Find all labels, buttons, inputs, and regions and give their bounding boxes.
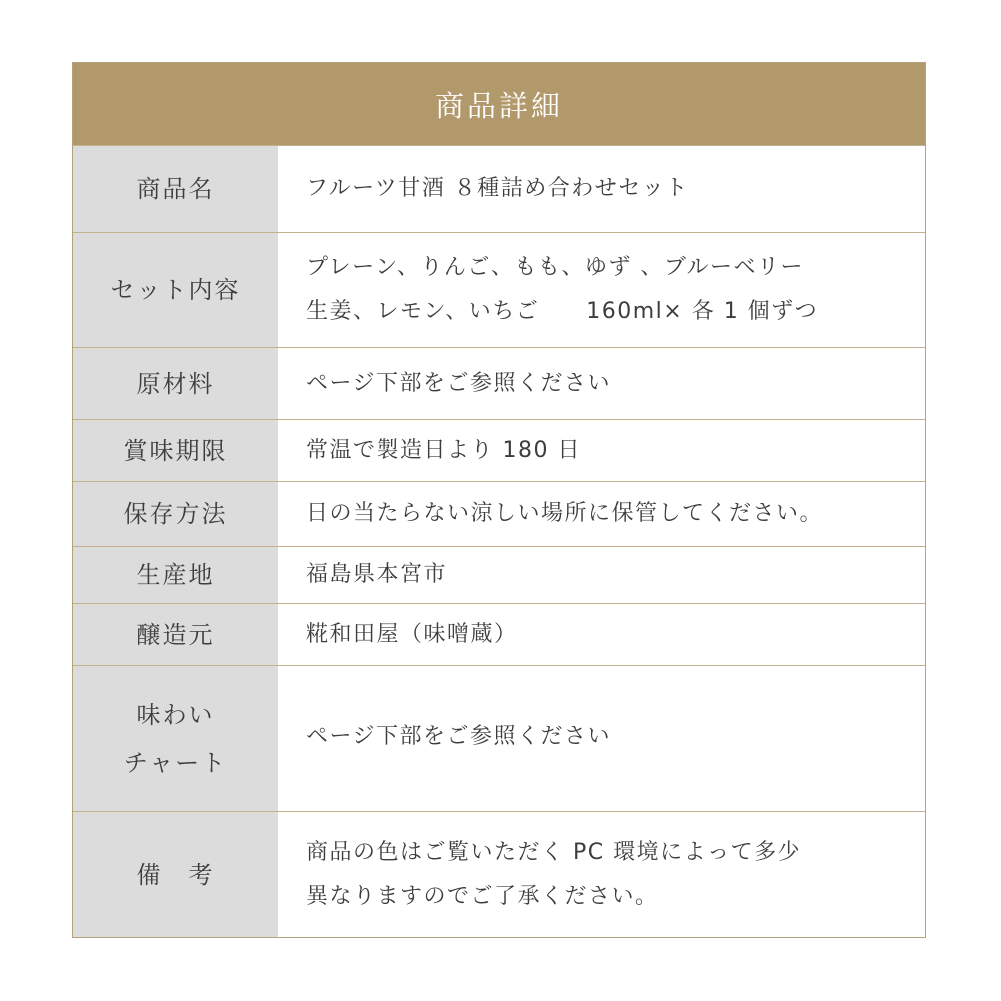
table-row-notes <box>73 811 925 937</box>
row-value: プレーン、りんご、もも、ゆず 、ブルーベリー 生姜、レモン、いちご 160ml× 各 1 個ずつ <box>306 255 819 324</box>
row-value: 福島県本宮市 <box>306 562 448 587</box>
row-value: ページ下部をご参照ください <box>306 370 612 396</box>
table-row-product-name <box>73 145 925 232</box>
table-row-taste-chart <box>73 665 925 811</box>
row-value: 商品の色はご覧いただく PC 環境によって多少 異なりますのでご了承ください。 <box>306 839 802 909</box>
row-label: 商品名 <box>73 146 278 232</box>
row-label: 賞味期限 <box>73 420 278 481</box>
row-label: 保存方法 <box>73 482 278 546</box>
row-label: 味わい チャート <box>73 666 278 811</box>
row-label: 醸造元 <box>73 604 278 665</box>
table-row-origin <box>73 546 925 603</box>
row-value: 糀和田屋（味噌蔵） <box>306 621 518 647</box>
row-value: 常温で製造日より 180 日 <box>306 437 581 463</box>
table-row-best-before <box>73 419 925 481</box>
row-label: 原材料 <box>73 348 278 419</box>
table-title: 商品詳細 <box>434 88 563 123</box>
table-header <box>73 63 925 145</box>
product-details-table <box>72 62 926 938</box>
table-row-storage <box>73 481 925 546</box>
row-value: 日の当たらない涼しい場所に保管してください。 <box>306 501 824 526</box>
row-label: 生産地 <box>73 547 278 603</box>
table-row-brewery <box>73 603 925 665</box>
row-label: 備 考 <box>73 812 278 937</box>
row-value: フルーツ甘酒 ８種詰め合わせセット <box>306 176 689 201</box>
table-row-set-contents <box>73 232 925 347</box>
row-value: ページ下部をご参照ください <box>306 723 612 749</box>
row-label: セット内容 <box>73 233 278 347</box>
table-row-ingredients <box>73 347 925 419</box>
